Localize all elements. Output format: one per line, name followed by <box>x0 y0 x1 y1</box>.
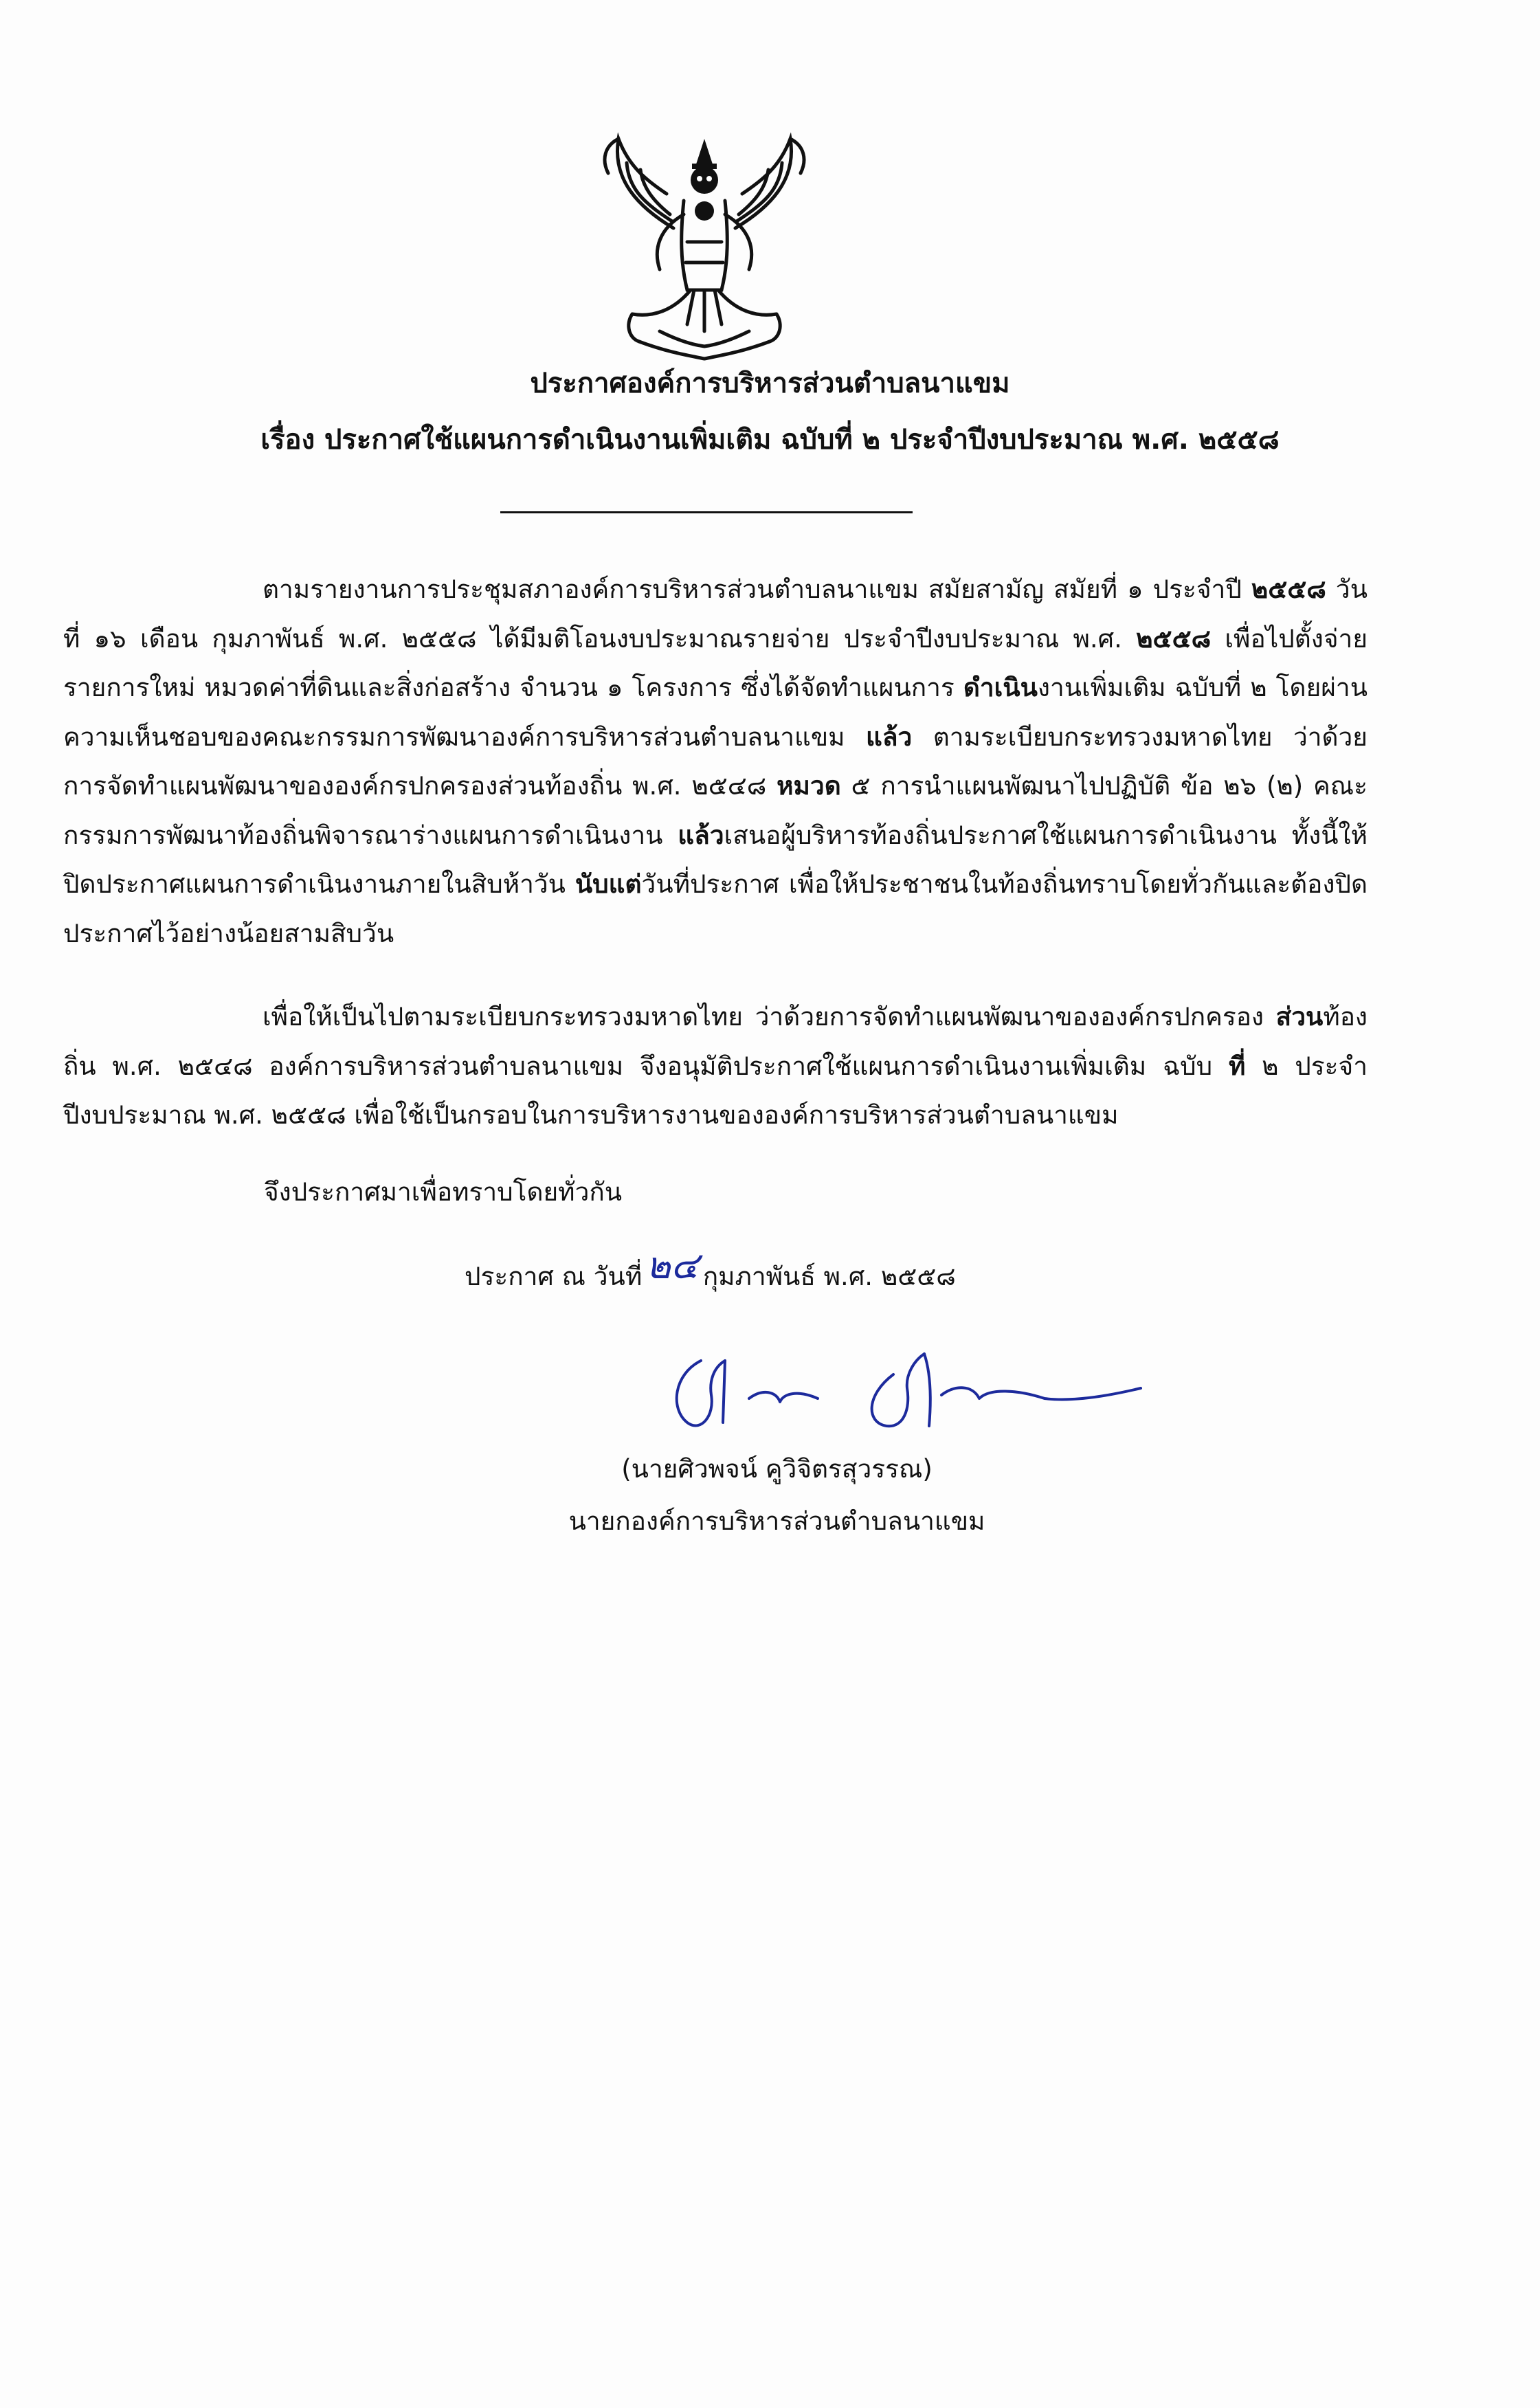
paragraph-2-text-b: ท้องถิ่น พ.ศ. ๒๕๔๘ องค์การบริหารส่วนตำบลนาแขม จึงอนุมัติประกาศใช้แผนการดำเนินงานเพิ่มเติม ฉบับ <box>63 1002 1368 1081</box>
handwritten-day: ๒๔ <box>646 1244 699 1287</box>
announcement-date <box>465 1244 956 1297</box>
paragraph-1-bold-word-3: หมวด <box>777 771 841 801</box>
paragraph-2-text-c: ๒ ประจำปีงบประมาณ พ.ศ. ๒๕๕๘ เพื่อใช้เป็นกรอบในการบริหารงานขององค์การบริหารส่วนตำบลนาแขม <box>63 1051 1368 1130</box>
paragraph-1-text-d: ตามระเบียบกระทรวงมหาดไทย ว่าด้วยการจัดทำแผนพัฒนาขององค์กรปกครองส่วนท้องถิ่น พ.ศ. ๒๕๔๘ <box>63 722 1368 801</box>
date-prefix: ประกาศ ณ วันที่ <box>465 1262 643 1291</box>
paragraph-1-bold-word-5: นับแต่ <box>574 869 642 899</box>
signer-title: นายกองค์การบริหารส่วนตำบลนาแขม <box>568 1506 985 1536</box>
paragraph-2-text-a: เพื่อให้เป็นไปตามระเบียบกระทรวงมหาดไทย ว่าด้วยการจัดทำแผนพัฒนาขององค์กรปกครอง <box>263 1002 1276 1032</box>
heading-divider <box>500 511 913 513</box>
paragraph-1-bold-word: ดำเนิน <box>963 673 1038 702</box>
paragraph-1-text-e: ๕ การนำแผนพัฒนาไปปฏิบัติ ข้อ ๒๖ (๒) คณะกรรมการพัฒนาท้องถิ่นพิจารณาร่างแผนการดำเนินงาน <box>63 771 1368 850</box>
handwritten-signature <box>660 1333 1161 1450</box>
paragraph-1 <box>63 565 1368 958</box>
document-heading: ประกาศองค์การบริหารส่วนตำบลนาแขม <box>530 368 1010 399</box>
date-suffix: กุมภาพันธ์ พ.ศ. ๒๕๕๘ <box>702 1262 956 1291</box>
paragraph-2-bold-word: ส่วน <box>1275 1002 1324 1032</box>
paragraph-1-bold-word-2: แล้ว <box>866 722 913 752</box>
paragraph-2-bold-word-2: ที่ <box>1228 1051 1246 1081</box>
paragraph-1-text-f: เสนอผู้บริหารท้องถิ่นประกาศใช้แผนการดำเนินงาน ทั้งนี้ให้ปิดประกาศแผนการดำเนินงานภายในสิบห้าวัน <box>63 820 1368 899</box>
signer-name: (นายศิวพจน์ คูวิจิตรสุวรรณ) <box>621 1454 933 1484</box>
paragraph-1-text-a: วันที่ ๑๖ เดือน กุมภาพันธ์ พ.ศ. ๒๕๕๘ ได้มีมติโอนงบประมาณรายจ่าย ประจำปีงบประมาณ พ.ศ. <box>63 575 1368 654</box>
paragraph-1-bold-word-4: แล้ว <box>678 820 724 850</box>
paragraph-1-text-b: เพื่อไปตั้งจ่ายรายการใหม่ หมวดค่าที่ดินและสิ่งก่อสร้าง จำนวน ๑ โครงการ ซึ่งได้จัดทำแผนการ <box>63 623 1368 702</box>
document-subject: เรื่อง ประกาศใช้แผนการดำเนินงานเพิ่มเติม ฉบับที่ ๒ ประจำปีงบประมาณ พ.ศ. ๒๕๕๘ <box>260 424 1280 456</box>
paragraph-1-text-c: งานเพิ่มเติม ฉบับที่ ๒ โดยผ่านความเห็นชอบของคณะกรรมการพัฒนาองค์การบริหารส่วนตำบลนาแขม <box>63 673 1368 752</box>
garuda-emblem-icon <box>591 125 818 366</box>
paragraph-1-text-g: วันที่ประกาศ เพื่อให้ประชาชนในท้องถิ่นทราบโดยทั่วกันและต้องปิดประกาศไว้อย่างน้อยสามสิบวัน <box>63 869 1368 948</box>
paragraph-2 <box>63 992 1368 1140</box>
paragraph-1-bold-year-2: ๒๕๕๘ <box>1136 623 1212 654</box>
closing-statement: จึงประกาศมาเพื่อทราบโดยทั่วกัน <box>264 1177 623 1207</box>
paragraph-1-intro: ตามรายงานการประชุมสภาองค์การบริหารส่วนตำบลนาแขม สมัยสามัญ สมัยที่ ๑ ประจำปี <box>263 575 1251 604</box>
paragraph-1-bold-year: ๒๕๕๘ <box>1251 575 1326 604</box>
